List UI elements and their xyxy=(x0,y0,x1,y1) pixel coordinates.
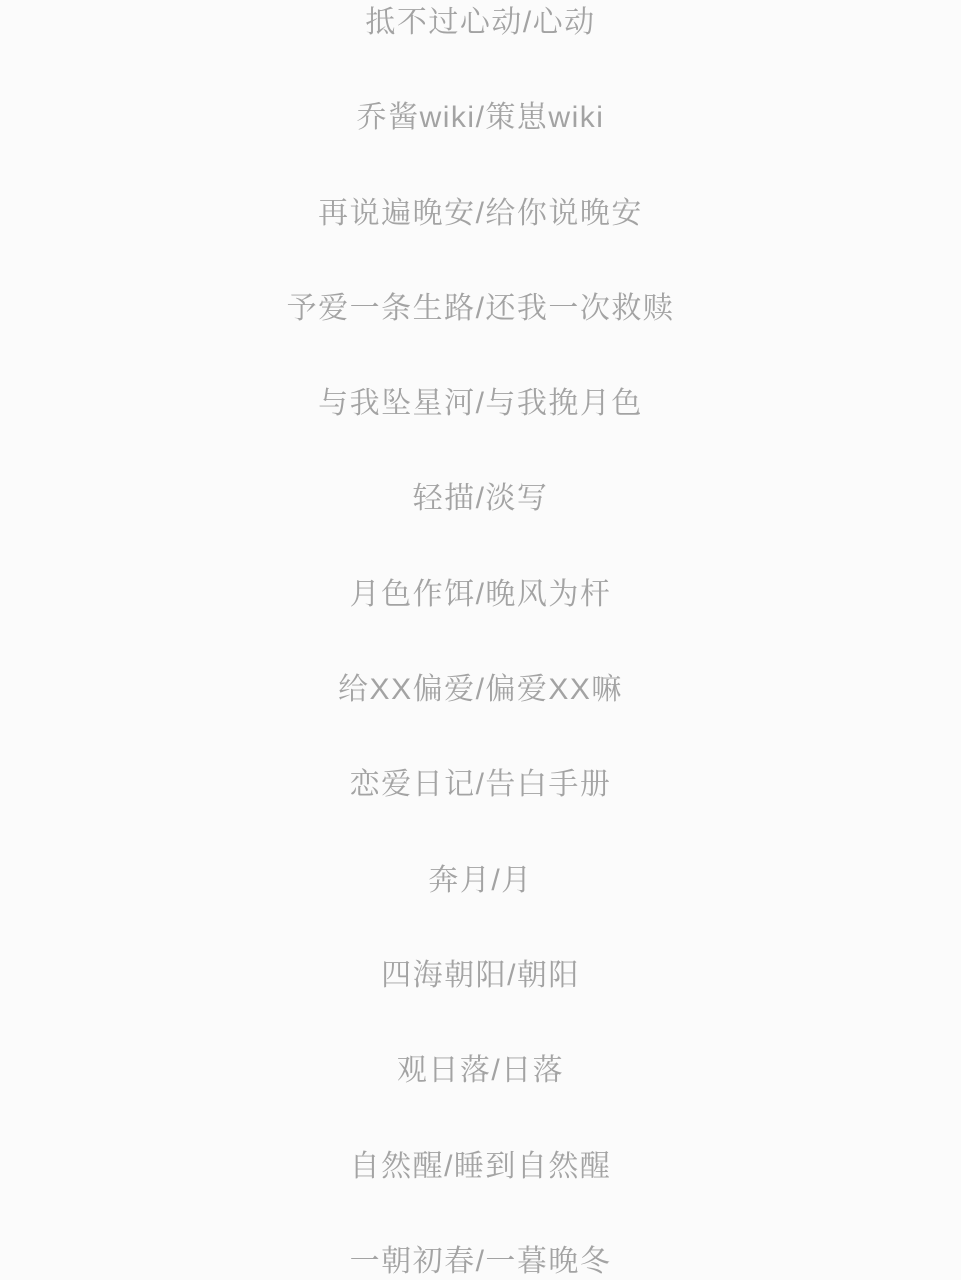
nickname-pair: 自然醒/睡到自然醒 xyxy=(349,1149,612,1183)
nickname-pair: 再说遍晚安/给你说晚安 xyxy=(318,196,643,230)
nickname-pair: 月色作饵/晚风为杆 xyxy=(349,577,612,611)
nickname-pair: 轻描/淡写 xyxy=(412,482,549,516)
nickname-pair: 一朝初春/一暮晚冬 xyxy=(349,1244,612,1278)
nickname-pair: 乔酱wiki/策崽wiki xyxy=(356,101,605,135)
nickname-pair: 观日落/日落 xyxy=(396,1054,565,1088)
nickname-pair: 恋爱日记/告白手册 xyxy=(349,768,612,802)
nickname-pair: 抵不过心动/心动 xyxy=(365,6,596,39)
nickname-pair: 予爱一条生路/还我一次救赎 xyxy=(286,291,675,325)
nickname-pair: 奔月/月 xyxy=(428,863,533,897)
nickname-pair: 四海朝阳/朝阳 xyxy=(381,958,580,992)
nickname-pair: 与我坠星河/与我挽月色 xyxy=(318,387,643,421)
nickname-pair: 给XX偏爱/偏爱XX嘛 xyxy=(338,673,623,707)
